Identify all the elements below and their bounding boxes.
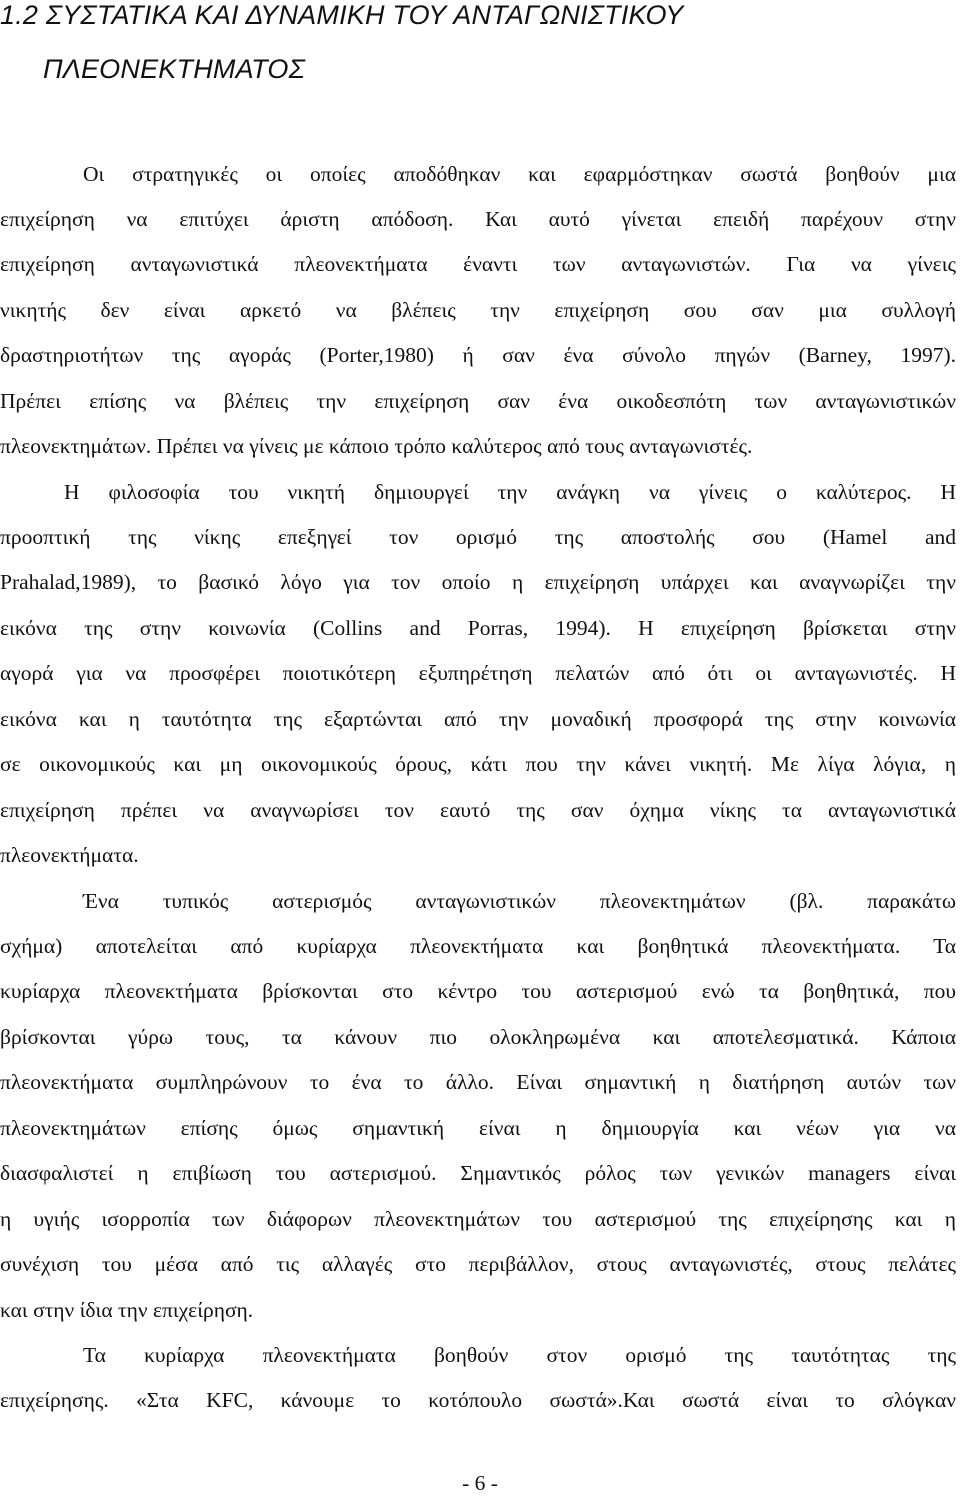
paragraph-3-line: συνέχιση του μέσα από τις αλλαγές στο περιβάλλον, στους ανταγωνιστές, στους πελάτες — [0, 1252, 956, 1276]
paragraph-2-line: επιχείρηση πρέπει να αναγνωρίσει τον εαυτό της σαν όχημα νίκης τα ανταγωνιστικά — [0, 798, 956, 822]
paragraph-4-line: Τα κυρίαρχα πλεονεκτήματα βοηθούν στον ορισμό της ταυτότητας της — [83, 1343, 956, 1367]
section-heading-line-1: 1.2 ΣΥΣΤΑΤΙΚΑ ΚΑΙ ΔΥΝΑΜΙΚΗ ΤΟΥ ΑΝΤΑΓΩΝΙΣΤΙΚΟΥ — [0, 0, 684, 30]
paragraph-2-line: Η φιλοσοφία του νικητή δημιουργεί την ανάγκη να γίνεις ο καλύτερος. Η — [64, 480, 956, 504]
paragraph-1-line: πλεονεκτημάτων. Πρέπει να γίνεις με κάποιο τρόπο καλύτερος από τους ανταγωνιστές. — [0, 434, 753, 458]
paragraph-2-line: πλεονεκτήματα. — [0, 843, 139, 867]
paragraph-3-line: κυρίαρχα πλεονεκτήματα βρίσκονται στο κέντρο του αστερισμού ενώ τα βοηθητικά, που — [0, 979, 956, 1003]
paragraph-2-line: εικόνα της στην κοινωνία (Collins and Porras, 1994). Η επιχείρηση βρίσκεται στην — [0, 616, 956, 640]
paragraph-3-line: σχήμα) αποτελείται από κυρίαρχα πλεονεκτήματα και βοηθητικά πλεονεκτήματα. Τα — [0, 934, 956, 958]
paragraph-3-line: πλεονεκτήματα συμπληρώνουν το ένα το άλλο. Είναι σημαντική η διατήρηση αυτών των — [0, 1070, 956, 1094]
paragraph-2-line: σε οικονομικούς και μη οικονομικούς όρους, κάτι που την κάνει νικητή. Με λίγα λόγια, η — [0, 752, 956, 776]
paragraph-1-line: Πρέπει επίσης να βλέπεις την επιχείρηση σαν ένα οικοδεσπότη των ανταγωνιστικών — [0, 389, 956, 413]
paragraph-1-line: επιχείρηση ανταγωνιστικά πλεονεκτήματα έναντι των ανταγωνιστών. Για να γίνεις — [0, 252, 956, 276]
paragraph-2-line: προοπτική της νίκης επεξηγεί τον ορισμό της αποστολής σου (Hamel and — [0, 525, 956, 549]
paragraph-3-line: βρίσκονται γύρω τους, τα κάνουν πιο ολοκληρωμένα και αποτελεσματικά. Κάποια — [0, 1025, 956, 1049]
paragraph-3-line: Ένα τυπικός αστερισμός ανταγωνιστικών πλεονεκτημάτων (βλ. παρακάτω — [83, 889, 956, 913]
paragraph-2-line: Prahalad,1989), το βασικό λόγο για τον οποίο η επιχείρηση υπάρχει και αναγνωρίζει την — [0, 570, 956, 594]
page-number: - 6 - — [462, 1471, 498, 1495]
paragraph-3-line: πλεονεκτημάτων επίσης όμως σημαντική είναι η δημιουργία και νέων για να — [0, 1116, 956, 1140]
paragraph-3-line: και στην ίδια την επιχείρηση. — [0, 1298, 254, 1322]
paragraph-1-line: νικητής δεν είναι αρκετό να βλέπεις την επιχείρηση σου σαν μια συλλογή — [0, 298, 956, 322]
paragraph-2-line: εικόνα και η ταυτότητα της εξαρτώνται από την μοναδική προσφορά της στην κοινωνία — [0, 707, 956, 731]
paragraph-4-line: επιχείρησης. «Στα KFC, κάνουμε το κοτόπουλο σωστά».Και σωστά είναι το σλόγκαν — [0, 1388, 956, 1412]
paragraph-3-line: η υγιής ισορροπία των διάφορων πλεονεκτημάτων του αστερισμού της επιχείρησης και η — [0, 1207, 956, 1231]
paragraph-1-line: δραστηριοτήτων της αγοράς (Porter,1980) ή σαν ένα σύνολο πηγών (Barney, 1997). — [0, 343, 956, 367]
paragraph-3-line: διασφαλιστεί η επιβίωση του αστερισμού. Σημαντικός ρόλος των γενικών managers είναι — [0, 1161, 956, 1185]
section-heading-line-2: ΠΛΕΟΝΕΚΤΗΜΑΤΟΣ — [43, 54, 305, 84]
paragraph-2-line: αγορά για να προσφέρει ποιοτικότερη εξυπηρέτηση πελατών από ότι οι ανταγωνιστές. Η — [0, 661, 956, 685]
paragraph-1-line: επιχείρηση να επιτύχει άριστη απόδοση. Και αυτό γίνεται επειδή παρέχουν στην — [0, 207, 956, 231]
paragraph-1-line: Οι στρατηγικές οι οποίες αποδόθηκαν και εφαρμόστηκαν σωστά βοηθούν μια — [83, 162, 956, 186]
